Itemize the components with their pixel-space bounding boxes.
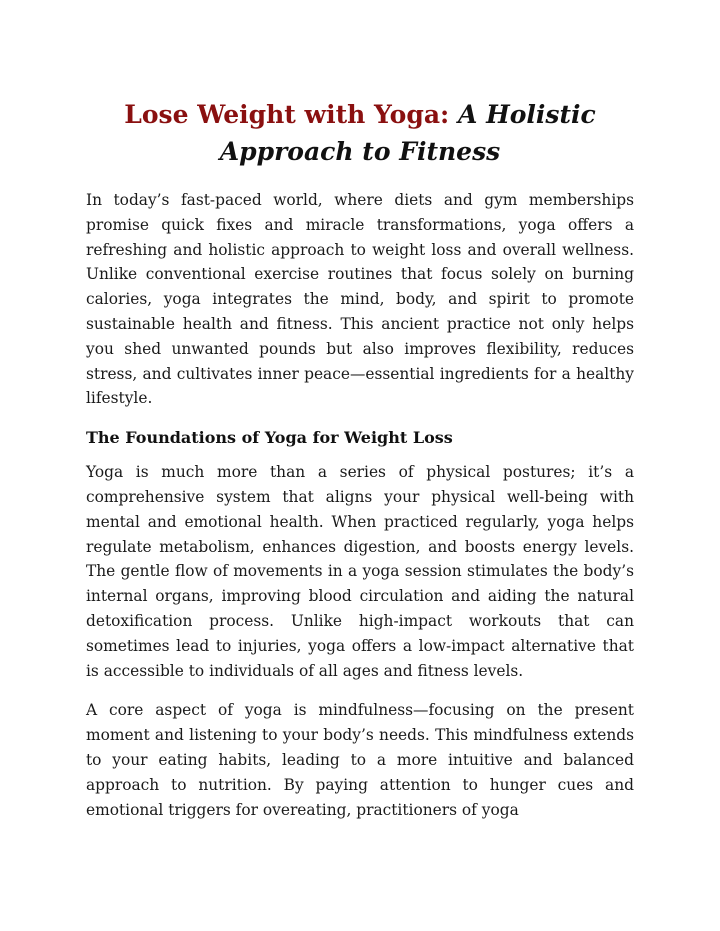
section-paragraph: A core aspect of yoga is mindfulness—focusing on the present moment and listening to your body’s needs. This mindfulness extends to your eating habits, leading to a more intuitive and balanced approach to nutrition. By paying attention to hunger cues and emotional triggers for overeating, practitioners of yoga xyxy=(86,701,634,819)
intro-paragraph: In today’s fast-paced world, where diets and gym memberships promise quick fixes and miracle transformations, yoga offers a refreshing and holistic approach to weight loss and overall wellness. Unlike conventional exercise routines that focus solely on burning calories, yoga integrates the mind, body, and spirit to promote sustainable health and fitness. This ancient practice not only helps you shed unwanted pounds but also improves flexibility, reduces stress, and cultivates inner peace—essential ingredients for a healthy lifestyle. xyxy=(86,191,634,408)
section-paragraph: Yoga is much more than a series of physical postures; it’s a comprehensive system that aligns your physical well-being with mental and emotional health. When practiced regularly, yoga helps regulate metabolism, enhances digestion, and boosts energy levels. The gentle flow of movements in a yoga session stimulates the body’s internal organs, improving blood circulation and aiding the natural detoxification process. Unlike high-impact workouts that can sometimes lead to injuries, yoga offers a low-impact alternative that is accessible to individuals of all ages and fitness levels. xyxy=(86,463,634,680)
document-title xyxy=(86,96,634,170)
title-rest: A Holistic Approach to Fitness xyxy=(219,100,596,166)
section-heading: The Foundations of Yoga for Weight Loss xyxy=(86,428,453,448)
title-accent: Lose Weight with Yoga: xyxy=(124,100,450,129)
